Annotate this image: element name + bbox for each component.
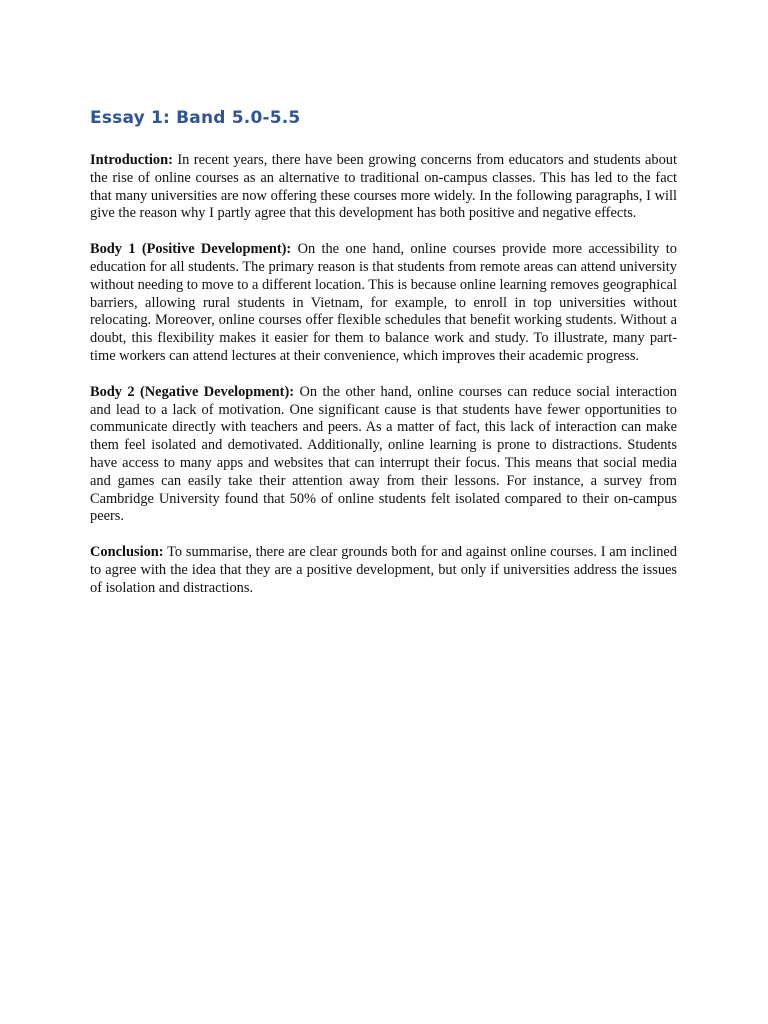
- body-2-paragraph: [90, 384, 677, 526]
- introduction-text: In recent years, there have been growing concerns from educators and students about the rise of online courses as an alternative to traditional on-campus classes. This has led to the fact that many universities are now offering these courses more widely. In the following paragraphs, I will give the reason why I partly agree that this development has both positive and negative effects.: [90, 152, 677, 222]
- body-2-text: On the other hand, online courses can reduce social interaction and lead to a lack of motivation. One significant cause is that students have fewer opportunities to communicate directly with teachers and peers. As a matter of fact, this lack of interaction can make them feel isolated and demotivated. Additionally, online learning is prone to distractions. Students have access to many apps and websites that can interrupt their focus. This means that social media and games can easily take their attention away from their lessons. For instance, a survey from Cambridge University found that 50% of online students felt isolated compared to their on-campus peers.: [90, 383, 677, 525]
- introduction-paragraph: [90, 152, 677, 223]
- body-1-paragraph: [90, 241, 677, 366]
- introduction-heading: Introduction:: [90, 152, 173, 168]
- body-2-heading: Body 2 (Negative Development):: [90, 383, 295, 400]
- conclusion-text: To summarise, there are clear grounds both for and against online courses. I am inclined to agree with the idea that they are a positive development, but only if universities address the issues of isolation and distractions.: [90, 544, 677, 596]
- essay-title: Essay 1: Band 5.0-5.5: [90, 108, 301, 128]
- body-1-text: On the one hand, online courses provide more accessibility to education for all students. The primary reason is that students from remote areas can attend university without needing to move to a different location. This is because online learning removes geographical barriers, allowing rural students in Vietnam, for example, to enroll in top universities without relocating. Moreover, online courses offer flexible schedules that benefit working students. Without a doubt, this flexibility makes it easier for them to balance work and study. To illustrate, many part-time workers can attend lectures at their convenience, which improves their academic progress.: [90, 241, 677, 364]
- conclusion-heading: Conclusion:: [90, 544, 164, 561]
- document-page: [90, 106, 677, 616]
- conclusion-paragraph: [90, 544, 677, 597]
- body-1-heading: Body 1 (Positive Development):: [90, 241, 292, 258]
